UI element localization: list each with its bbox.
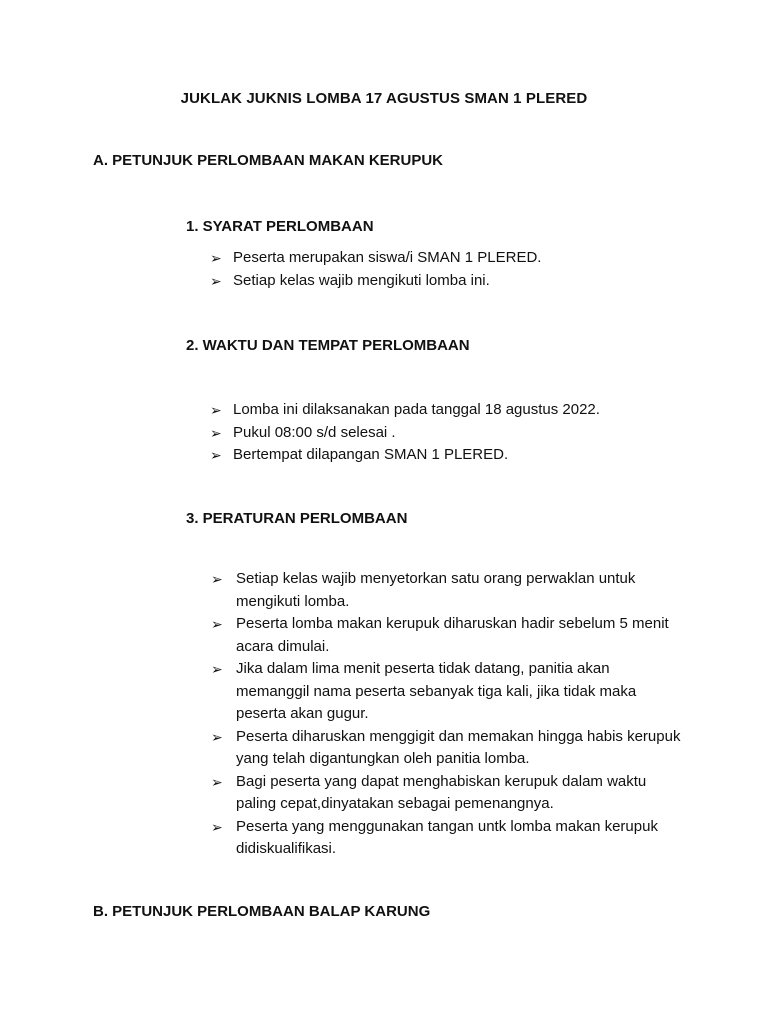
arrow-bullet-icon: ➢ <box>210 272 222 289</box>
arrow-bullet-icon: ➢ <box>211 728 223 745</box>
list-item: ➢ Bagi peserta yang dapat menghabiskan kerupuk dalam waktu paling cepat,dinyatakan sebagai pemenangnya. <box>211 772 647 812</box>
syarat-heading: 1. SYARAT PERLOMBAAN <box>186 218 374 235</box>
arrow-bullet-icon: ➢ <box>210 424 222 441</box>
document-title: JUKLAK JUKNIS LOMBA 17 AGUSTUS SMAN 1 PLERED <box>180 90 588 107</box>
list-item: ➢ Bertempat dilapangan SMAN 1 PLERED. <box>210 444 680 467</box>
list-item: ➢ Peserta diharuskan menggigit dan memakan hingga habis kerupuk yang telah digantungkan oleh panitia lomba. <box>211 727 681 767</box>
list-item: ➢ Peserta merupakan siswa/i SMAN 1 PLERED. <box>210 247 670 270</box>
list-item: ➢ Lomba ini dilaksanakan pada tanggal 18 agustus 2022. <box>210 399 680 422</box>
arrow-bullet-icon: ➢ <box>211 773 223 790</box>
arrow-bullet-icon: ➢ <box>211 616 223 632</box>
list-item: ➢ Setiap kelas wajib menyetorkan satu orang perwaklan untuk mengikuti lomba. <box>211 570 636 610</box>
list-item: ➢ Peserta lomba makan kerupuk diharuskan hadir sebelum 5 menit acara dimulai. <box>211 615 669 655</box>
arrow-bullet-icon: ➢ <box>210 250 222 266</box>
arrow-bullet-icon: ➢ <box>211 571 223 587</box>
peraturan-heading: 3. PERATURAN PERLOMBAAN <box>186 510 408 527</box>
peraturan-list <box>211 568 681 861</box>
list-item: ➢ Pukul 08:00 s/d selesai . <box>210 422 680 445</box>
section-a-heading: A. PETUNJUK PERLOMBAAN MAKAN KERUPUK <box>93 152 444 169</box>
arrow-bullet-icon: ➢ <box>210 402 222 418</box>
list-item: ➢ Setiap kelas wajib mengikuti lomba ini. <box>210 270 670 293</box>
arrow-bullet-icon: ➢ <box>211 818 223 835</box>
arrow-bullet-icon: ➢ <box>211 661 223 677</box>
section-b-heading: B. PETUNJUK PERLOMBAAN BALAP KARUNG <box>93 903 431 920</box>
syarat-list <box>210 247 670 292</box>
arrow-bullet-icon: ➢ <box>210 447 222 463</box>
list-item: ➢ Peserta yang menggunakan tangan untk lomba makan kerupuk didiskualifikasi. <box>211 817 658 857</box>
list-item: ➢ Jika dalam lima menit peserta tidak datang, panitia akan memanggil nama peserta sebanyak tiga kali, jika tidak maka peserta akan gugur. <box>211 660 637 722</box>
waktu-heading: 2. WAKTU DAN TEMPAT PERLOMBAAN <box>186 337 470 354</box>
waktu-list <box>210 399 680 467</box>
